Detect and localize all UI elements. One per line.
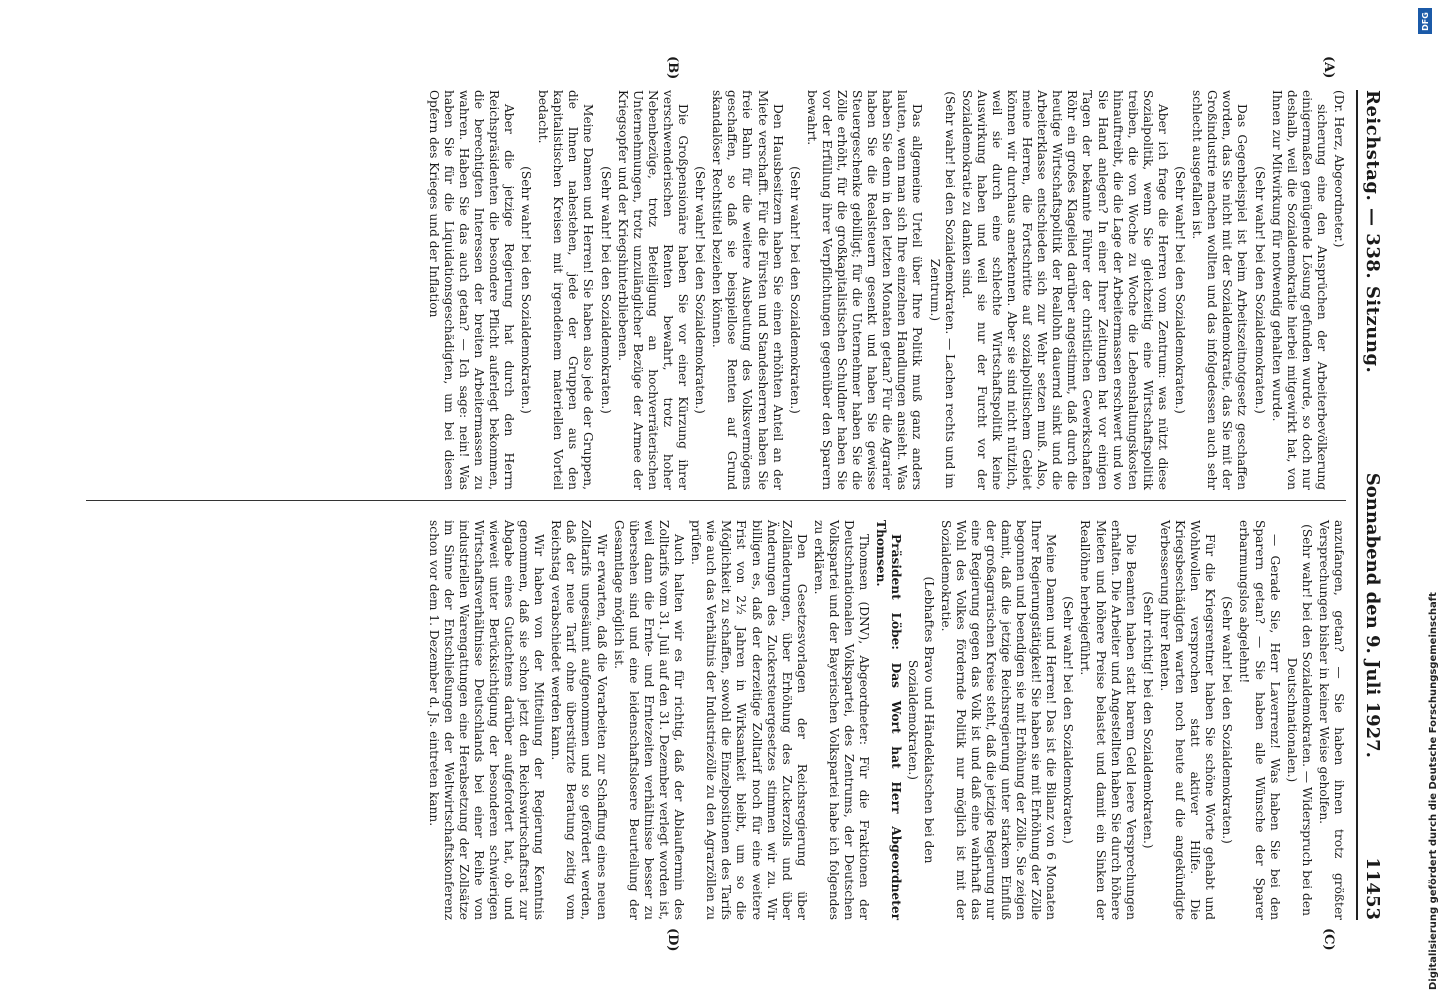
- margin-marker-a: (A): [1321, 56, 1336, 79]
- margin-marker-d: (D): [665, 928, 680, 952]
- paragraph: anzufangen, getan? — Sie haben ihnen trotz größter Versprechungen bisher in keiner Weise geholfen.: [1316, 520, 1346, 920]
- interjection: (Sehr wahr! bei den Sozialdemokraten.): [693, 166, 708, 414]
- paragraph: Aber die jetzige Regierung hat durch den Herrn Reichspräsidenten die besondere Pflicht auferlegt bekommen, die berechtigten Interessen der breiten Arbeitermassen zu wahren. Haben Sie das auch getan? — Ich sage: nein! Was haben Sie für die Liquidationsgeschädigten, um bei diesen Opfern des Krieges und der Inflation: [426, 90, 517, 490]
- interjection: (Sehr wahr! bei den Sozialdemokraten.): [1173, 166, 1188, 414]
- speaker-announcement: Präsident Löbe: Das Wort hat Herr Abgeordneter Thomsen.: [874, 520, 904, 920]
- page-number: 11453: [1362, 857, 1383, 920]
- column-divider: [86, 500, 1346, 501]
- interjection: (Sehr wahr! bei den Sozialdemokraten.): [1252, 166, 1267, 414]
- header-date: Sonnabend den 9. Juli 1927.: [1362, 472, 1383, 758]
- paragraph: Den Gesetzesvorlagen der Reichsregierung über Zolländerungen, über Erhöhung des Zuckerzolls und über Änderungen des Zuckersteuergesetzes stimmen wir zu. Wir billigen es, daß der derzeitige Zolltarif noch für eine weitere Frist von 2½ Jahren in Wirksamkeit bleibt, um so die Möglichkeit zu schaffen, sowohl die Einzelpositionen des Tarifs wie auch das Verhältnis der Industriezölle zu den Agrarzöllen zu prüfen.: [689, 520, 809, 920]
- interjection: (Sehr wahr! bei den Sozialdemokraten.): [598, 166, 613, 414]
- paragraph: Aber ich frage die Herren vom Zentrum: was nützt diese Sozialpolitik, wenn Sie gleichzeitig eine Wirtschaftspolitik treiben, die von Woche zu Woche die Lebenshaltungskosten hinauftreibt, die die Lage der Arbeitermassen erschwert und wo Sie Hand anlegen? In einer Ihrer Zeitungen hat vor einigen Tagen der bekannte Führer der christlichen Gewerkschaften Röhr ein großes Klagelied darüber angestimmt, daß durch die heutige Wirtschaftspolitik der Reallohn dauernd sinkt und die Arbeiterklasse entschieden sich zur Wehr setzen muß. Also, meine Herren, die Fortschritte auf sozialpolitischem Gebiet können wir durchaus anerkennen. Aber sie sind nicht nützlich, weil sie durch eine schlechte Wirtschaftspolitik keine Auswirkung haben und weil sie nur der Furcht vor der Sozialdemokratie zu danken sind.: [959, 90, 1170, 490]
- paragraph: Wir haben von der Mitteilung der Regierung Kenntnis genommen, daß sie schon jetzt den Reichswirtschaftsrat zur Abgabe eines Gutachtens darüber aufgefordert hat, ob und wieweit unter Berücksichtigung der besonderen schwierigen Wirtschaftsverhältnisse Deutschlands bei einer Reihe von industriellen Warengattungen eine Herabsetzung der Zollsätze im Sinne der Entschließungen der Weltwirtschaftskonferenz schon vor dem 1. Dezember d. Js. eintreten kann.: [426, 520, 547, 920]
- interjection: (Sehr wahr! bei den Sozialdemokraten.): [787, 166, 802, 414]
- margin-marker-b: (B): [665, 56, 680, 80]
- paragraph: sicherung eine den Ansprüchen der Arbeiterbevölkerung einigermaßen genügende Lösung gefunden wurde, so doch nur deshalb, weil die Sozialdemokratie hierbei mitgewirkt hat, von Ihnen zur Mitwirkung für notwendig gehalten wurde.: [1269, 90, 1329, 490]
- interjection: (Sehr wahr! bei den Sozialdemokraten. — Lachen rechts und im Zentrum.): [927, 91, 957, 489]
- paragraph: Thomsen (DNV), Abgeordneter: Für die Fraktionen der Deutschnationalen Volkspartei, des Zentrums, der Deutschen Volkspartei und der Bayerischen Volkspartei habe ich folgendes zu erklären.: [811, 520, 872, 920]
- interjection: (Sehr wahr! bei den Sozialdemokraten.): [1220, 596, 1235, 844]
- paragraph: Das allgemeine Urteil über Ihre Politik muß ganz anders lauten, wenn man sich Ihre einzelnen Handlungen ansieht. Was haben Sie denn in den letzten Monaten getan? Für die Agrarier haben Sie die Realsteuern gesenkt und haben Sie gewisse Steuergeschenke gebilligt; für die Unternehmer haben Sie die Zölle erhöht, für die großkapitalistischen Schuldner haben Sie vor der Erfüllung ihrer Verpflichtungen gegenüber den Sparern bewahrt.: [804, 90, 925, 490]
- interjection: (Sehr wahr! bei den Sozialdemokraten. — Widerspruch bei den Deutschnationalen.): [1284, 524, 1314, 916]
- margin-marker-c: (C): [1321, 928, 1336, 951]
- paragraph: Wir erwarten, daß die Vorarbeiten zur Schaffung eines neuen Zolltarifs ungesäumt aufgenommen und so gefördert werden, daß der neue Tarif ohne überstürzte Beratung zeitig vom Reichstag verabschiedet werden kann.: [549, 520, 609, 920]
- rotated-page-content: [60, 40, 1400, 960]
- paragraph: Den Hausbesitzern haben Sie einen erhöhten Anteil an der Miete verschafft. Für die Fürsten und Standesherren haben Sie freie Bahn für die weitere Ausbeutung des Volksvermögens geschaffen, so daß sie beispiellose Renten auf Grund skandalöser Rechtstitel beziehen können.: [710, 90, 785, 490]
- interjection: (Lebhaftes Bravo und Händeklatschen bei den Sozialdemokraten.): [906, 576, 936, 864]
- page-header: [1356, 90, 1400, 920]
- paragraph: Für die Kriegsrentner haben Sie schöne Worte gehabt und Wohlwollen versprochen statt aktiver Hilfe. Die Kriegsbeschädigten warten noch heute auf die angekündigte Verbesserung ihrer Renten.: [1157, 520, 1218, 920]
- left-column: [423, 90, 1346, 490]
- dfg-logo: [1418, 8, 1432, 34]
- interjection: (Sehr wahr! bei den Sozialdemokraten.): [1061, 596, 1076, 844]
- paragraph: Die Beamten haben statt barem Geld leere Versprechungen erhalten. Die Arbeiter und Angestellten haben Sie durch höhere Mieten und höhere Preise belastet und damit ein Sinken der Reallöhne herbeigeführt.: [1078, 520, 1138, 920]
- header-session: Reichstag. — 338. Sitzung.: [1362, 90, 1383, 374]
- funding-note: Digitalisierung gefördert durch die Deutsche Forschungsgemeinschaft: [1428, 592, 1439, 990]
- paragraph: Meine Damen und Herren! Das ist die Bilanz von 6 Monaten Ihrer Regierungstätigkeit! Sie haben sie mit Erhöhung der Zölle begonnen und beendigen sie mit Erhöhung der Zölle. Sie zeigen damit, daß die jetzige Reichsregierung unter starkem Einfluß der großagrarischen Kreise steht, daß die jetzige Regierung nur eine Regierung gegen das Volk ist und daß eine wahrhaft das Wohl des Volkes fördernde Politik nur möglich ist mit der Sozialdemokratie.: [938, 520, 1059, 920]
- interjection: (Sehr richtig! bei den Sozialdemokraten.): [1140, 591, 1155, 849]
- dfg-logo-text: DFG: [1420, 11, 1430, 31]
- paragraph: Die Großpensionäre haben Sie vor einer Kürzung ihrer verschwenderischen Renten bewahrt, trotz hoher Nebenbezüge, trotz Beteiligung an hochverräterischen Unternehmungen, trotz unzulänglicher Bezüge der Armee der Kriegsopfer und der Kriegshinterbliebenen.: [615, 90, 691, 490]
- interjection: (Sehr wahr! bei den Sozialdemokraten.): [519, 166, 534, 414]
- paragraph: — Gerade Sie, Herr Laverrenz! Was haben Sie bei den Sparern getan? — Sie haben alle Wünsche der Sparer erbarmungslos abgelehnt!: [1237, 520, 1282, 920]
- paragraph: Auch halten wir es für richtig, daß der Ablauftermin des Zolltarifs vom 31. Juli auf den 31. Dezember verlegt worden ist, weil dann die Ernte- und Erntezeiten verhältnisse besser zu übersehen sind und eine leidenschaftslosere Beurteilung der Gesamtlage möglich ist.: [611, 520, 687, 920]
- right-column: [423, 520, 1346, 920]
- paragraph: Meine Damen und Herren! Sie haben also jede der Gruppen, die Ihnen nahestehen, jede der Gruppen aus den kapitalistischen Kreisen mit irgendeinem materiellen Vorteil bedacht.: [536, 90, 596, 490]
- paragraph: (Dr. Herz, Abgeordneter.): [1332, 90, 1346, 248]
- paragraph: Das Gegenbeispiel ist beim Arbeitszeitnotgesetz geschaffen worden, das Sie nicht mit der Sozialdemokratie, das Sie mit der Großindustrie machen wollten und das infolgedessen auch sehr schlecht ausgefallen ist.: [1190, 90, 1250, 490]
